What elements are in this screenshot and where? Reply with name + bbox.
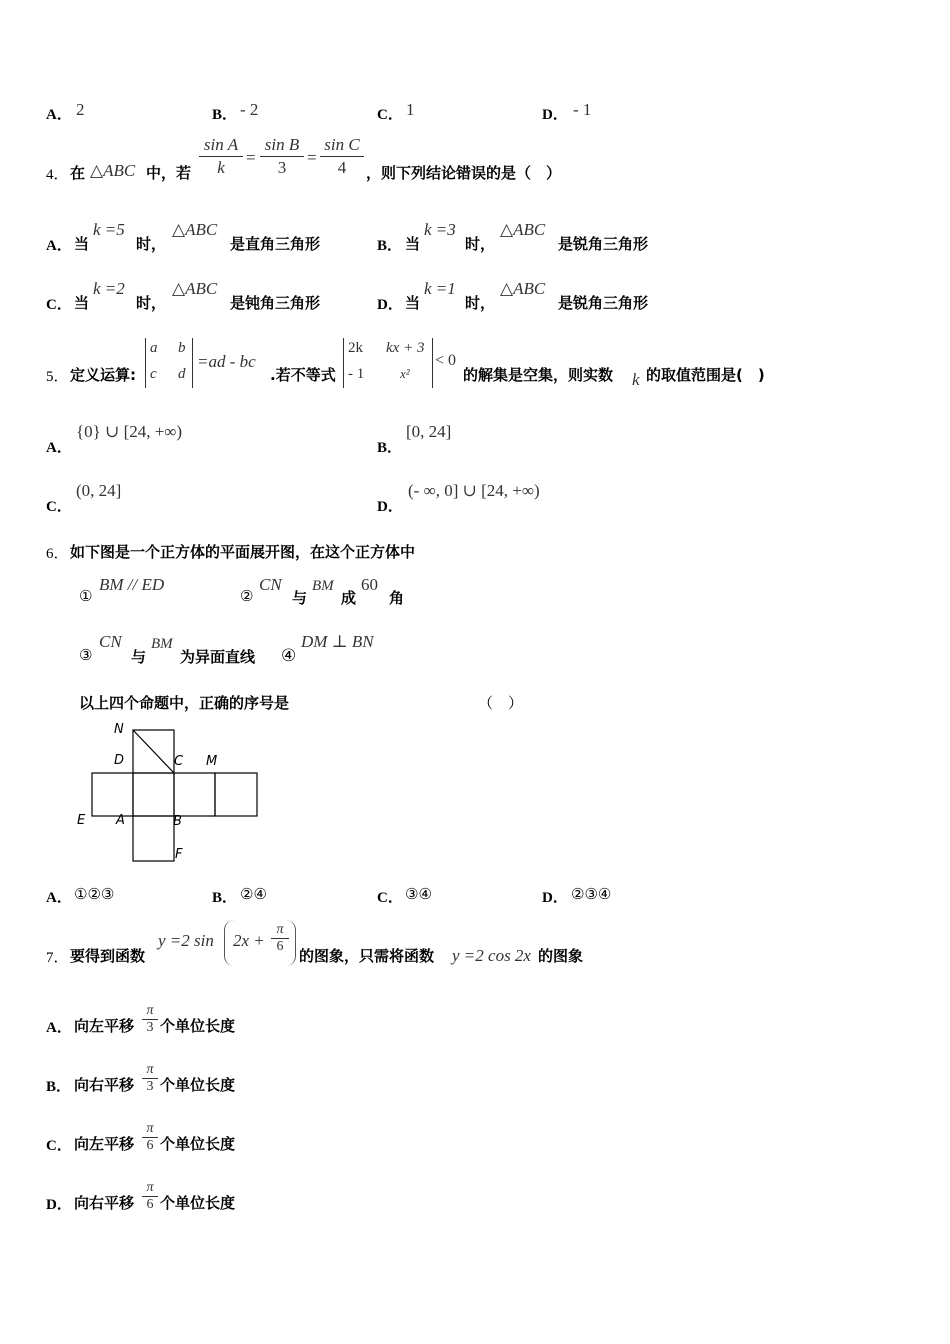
- proposition-1: BM // ED: [99, 575, 165, 594]
- fraction-pi-over-6: $\frac{\pi}{6}$: [142, 1121, 158, 1154]
- option-c-label[interactable]: C．: [377, 107, 403, 123]
- proposition-2-cn: CN: [259, 575, 282, 594]
- fraction-sin-b: $\frac{\text{sin B}}{3}$: [260, 134, 304, 179]
- option-text: 个单位长度: [160, 1076, 236, 1094]
- option-c-label[interactable]: C．: [46, 499, 72, 515]
- proposition-3-cn: CN: [99, 632, 122, 651]
- net-face-center: [133, 773, 174, 816]
- option-text: 时，: [136, 235, 167, 253]
- option-d-value: ②③④: [571, 885, 612, 903]
- option-d-label[interactable]: D．: [542, 107, 568, 123]
- option-b-label[interactable]: B．: [46, 1079, 72, 1095]
- proposition-2-angle: 60: [361, 575, 378, 594]
- proposition-text: 角: [389, 589, 405, 607]
- option-a-value: {0} ∪ [24, +∞): [76, 422, 183, 441]
- option-c-value: (0, 24]: [76, 481, 122, 500]
- proposition-text: 与: [131, 648, 147, 666]
- fraction-pi-over-3: $\frac{\pi}{3}$: [142, 1003, 158, 1036]
- option-a-label[interactable]: A．: [46, 440, 72, 456]
- stem-text: 的解集是空集，则实数: [463, 366, 614, 384]
- option-c-value: 1: [406, 100, 415, 119]
- vertex-label-a: A: [116, 813, 125, 828]
- option-d-label[interactable]: D．: [46, 1197, 72, 1213]
- function-lhs: y =2 sin: [158, 931, 214, 950]
- option-b-label[interactable]: B．: [212, 107, 238, 123]
- option-a-label[interactable]: A．: [46, 238, 72, 254]
- question-number: 4．: [46, 167, 69, 183]
- vertex-label-n: N: [114, 722, 124, 737]
- option-a-label[interactable]: A．: [46, 107, 72, 123]
- triangle-symbol: △ABC: [500, 220, 546, 239]
- option-text: 时，: [465, 294, 496, 312]
- triangle-symbol: △ABC: [90, 161, 136, 180]
- proposition-text: 成: [341, 589, 357, 607]
- proposition-3-mark: ③: [79, 646, 93, 664]
- net-diagonal-nc: [133, 730, 174, 773]
- option-text: 向右平移: [74, 1194, 135, 1212]
- determinant-rhs: =ad - bc: [197, 352, 256, 371]
- triangle-symbol: △ABC: [172, 279, 218, 298]
- option-text: 当: [74, 294, 90, 312]
- triangle-symbol: △ABC: [500, 279, 546, 298]
- option-text: 是锐角三角形: [558, 294, 649, 312]
- option-text: 当: [74, 235, 90, 253]
- option-d-label[interactable]: D．: [377, 499, 403, 515]
- option-text: 当: [405, 235, 421, 253]
- fraction-sin-c: $\frac{\text{sin C}}{4}$: [320, 134, 364, 179]
- option-c-label[interactable]: C．: [46, 1138, 72, 1154]
- option-d-value: - 1: [573, 100, 592, 119]
- option-text: 个单位长度: [160, 1017, 236, 1035]
- option-a-label[interactable]: A．: [46, 890, 72, 906]
- option-text: 是直角三角形: [230, 235, 321, 253]
- option-b-value: - 2: [240, 100, 259, 119]
- stem-text: 的取值范围是( ): [646, 366, 765, 384]
- stem-text: 的图象: [538, 947, 584, 965]
- vertex-label-c: C: [174, 754, 184, 769]
- net-face-far-right: [215, 773, 257, 816]
- k-value: k =5: [93, 220, 125, 239]
- vertex-label-e: E: [77, 813, 86, 828]
- option-text: 向右平移: [74, 1076, 135, 1094]
- net-face-right: [174, 773, 215, 816]
- determinant-inequality: 2k kx + 3 - 1 x²: [343, 338, 433, 388]
- question-number: 5．: [46, 369, 69, 385]
- fraction-pi-over-6: $\frac{\pi}{6}$: [271, 922, 289, 955]
- answer-paren: （ ）: [478, 694, 524, 712]
- option-b-label[interactable]: B．: [377, 440, 403, 456]
- option-b-value: ②④: [240, 885, 267, 903]
- question-number: 6．: [46, 546, 69, 562]
- vertex-label-d: D: [114, 753, 125, 768]
- question-number: 7．: [46, 950, 69, 966]
- option-text: 是钝角三角形: [230, 294, 321, 312]
- proposition-4-mark: ④: [281, 646, 297, 666]
- option-b-label[interactable]: B．: [212, 890, 238, 906]
- net-face-left: [92, 773, 133, 816]
- proposition-3-bm: BM: [151, 636, 173, 652]
- determinant-definition: a b c d: [145, 338, 193, 388]
- equals-sign: =: [307, 148, 317, 167]
- stem-text: .若不等式: [270, 366, 336, 384]
- option-d-label[interactable]: D．: [542, 890, 568, 906]
- proposition-text: 为异面直线: [180, 648, 256, 666]
- option-c-label[interactable]: C．: [377, 890, 403, 906]
- stem-text: 中，若: [146, 164, 192, 182]
- option-d-label[interactable]: D．: [377, 297, 403, 313]
- option-a-value: ①②③: [74, 885, 115, 903]
- stem-text: 定义运算:: [70, 366, 136, 384]
- option-a-value: 2: [76, 100, 85, 119]
- option-text: 是锐角三角形: [558, 235, 649, 253]
- proposition-2-mark: ②: [240, 587, 254, 605]
- function-g: y =2 cos 2x: [452, 946, 531, 965]
- option-text: 个单位长度: [160, 1194, 236, 1212]
- option-b-label[interactable]: B．: [377, 238, 403, 254]
- proposition-text: 与: [292, 589, 308, 607]
- stem-text: 在: [70, 164, 86, 182]
- option-a-label[interactable]: A．: [46, 1020, 72, 1036]
- option-text: 时，: [465, 235, 496, 253]
- triangle-symbol: △ABC: [172, 220, 218, 239]
- option-d-value: (- ∞, 0] ∪ [24, +∞): [408, 481, 540, 500]
- option-text: 个单位长度: [160, 1135, 236, 1153]
- vertex-label-b: B: [173, 814, 182, 829]
- vertex-label-f: F: [175, 847, 183, 862]
- option-text: 向左平移: [74, 1135, 135, 1153]
- function-argument-parens: [224, 920, 296, 966]
- function-argument: 2x +: [233, 931, 265, 950]
- option-b-value: [0, 24]: [406, 422, 452, 441]
- ask-text: 以上四个命题中，正确的序号是: [79, 694, 290, 712]
- net-face-bottom: [133, 816, 174, 861]
- stem-text: 要得到函数: [70, 947, 146, 965]
- k-variable: k: [632, 370, 640, 389]
- vertex-label-m: M: [206, 754, 218, 769]
- option-c-label[interactable]: C．: [46, 297, 72, 313]
- stem-text: 的图象，只需将函数: [299, 947, 435, 965]
- k-value: k =1: [424, 279, 456, 298]
- equals-sign: =: [246, 148, 256, 167]
- fraction-pi-over-6: $\frac{\pi}{6}$: [142, 1180, 158, 1213]
- cube-net-diagram: [70, 718, 270, 868]
- fraction-sin-a: $\frac{\text{sin A}}{k}$: [199, 134, 243, 179]
- option-text: 当: [405, 294, 421, 312]
- fraction-pi-over-3: $\frac{\pi}{3}$: [142, 1062, 158, 1095]
- option-c-value: ③④: [405, 885, 432, 903]
- inequality-rhs: < 0: [435, 352, 457, 369]
- k-value: k =3: [424, 220, 456, 239]
- proposition-1-mark: ①: [79, 587, 93, 605]
- option-text: 向左平移: [74, 1017, 135, 1035]
- k-value: k =2: [93, 279, 125, 298]
- stem-text: ，则下列结论错误的是（ ）: [366, 164, 562, 182]
- option-text: 时，: [136, 294, 167, 312]
- stem-text: 如下图是一个正方体的平面展开图，在这个正方体中: [70, 543, 416, 561]
- proposition-2-bm: BM: [312, 578, 334, 594]
- proposition-4: DM ⊥ BN: [301, 632, 374, 651]
